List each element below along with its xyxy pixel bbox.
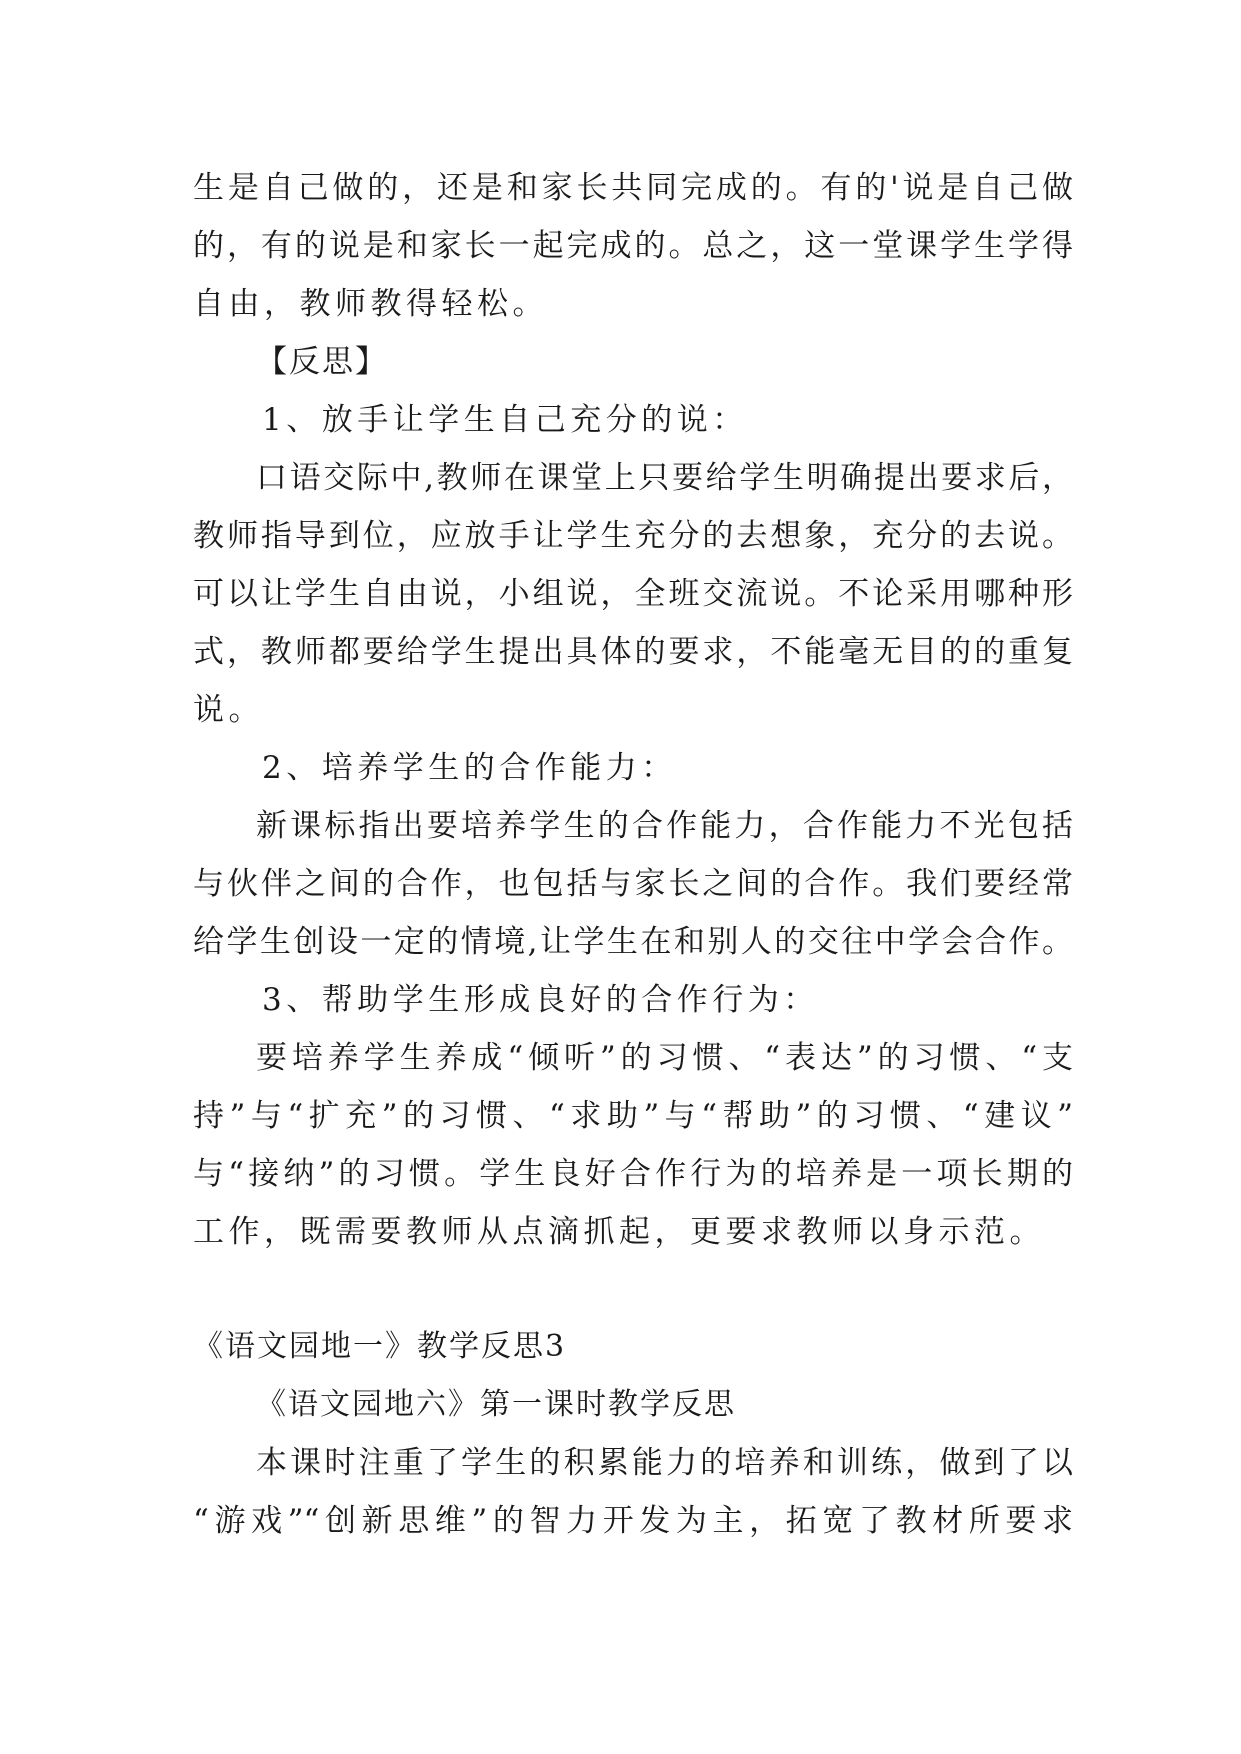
article-subtitle: 《语文园地六》第一课时教学反思: [256, 1387, 736, 1422]
body-text-line: 新课标指出要培养学生的合作能力，合作能力不光包括: [256, 808, 1073, 844]
numbered-point: 2、培养学生的合作能力：: [262, 750, 677, 786]
body-text-line: 的，有的说是和家长一起完成的。总之，这一堂课学生学得: [193, 228, 1073, 264]
body-text-line: 自由，教师教得轻松。: [193, 286, 548, 322]
section-heading: 【反思】: [256, 344, 388, 380]
body-text-line: 口语交际中,教师在课堂上只要给学生明确提出要求后，: [256, 460, 1073, 496]
body-text-line: “游戏”“创新思维”的智力开发为主，拓宽了教材所要求: [193, 1503, 1073, 1539]
body-text-line: 式，教师都要给学生提出具体的要求，不能毫无目的的重复: [193, 634, 1073, 670]
body-text-line: 生是自己做的，还是和家长共同完成的。有的'说是自己做: [193, 170, 1073, 206]
numbered-point: 3、帮助学生形成良好的合作行为：: [262, 982, 819, 1018]
body-text-line: 可以让学生自由说，小组说，全班交流说。不论采用哪种形: [193, 576, 1073, 612]
article-title: 《语文园地一》教学反思3: [193, 1329, 567, 1364]
body-text-line: 工作，既需要教师从点滴抓起，更要求教师以身示范。: [193, 1214, 1045, 1250]
body-text-line: 本课时注重了学生的积累能力的培养和训练，做到了以: [256, 1445, 1073, 1481]
body-text-line: 要培养学生养成“倾听”的习惯、“表达”的习惯、“支: [256, 1040, 1073, 1076]
body-text-line: 与伙伴之间的合作，也包括与家长之间的合作。我们要经常: [193, 866, 1073, 902]
body-text-line: 给学生创设一定的情境,让学生在和别人的交往中学会合作。: [193, 924, 1073, 960]
numbered-point: 1、放手让学生自己充分的说：: [262, 402, 748, 438]
body-text-line: 说。: [193, 692, 264, 728]
body-text-line: 与“接纳”的习惯。学生良好合作行为的培养是一项长期的: [193, 1156, 1073, 1192]
body-text-line: 持”与“扩充”的习惯、“求助”与“帮助”的习惯、“建议”: [193, 1098, 1073, 1134]
body-text-line: 教师指导到位，应放手让学生充分的去想象，充分的去说。: [193, 518, 1073, 554]
